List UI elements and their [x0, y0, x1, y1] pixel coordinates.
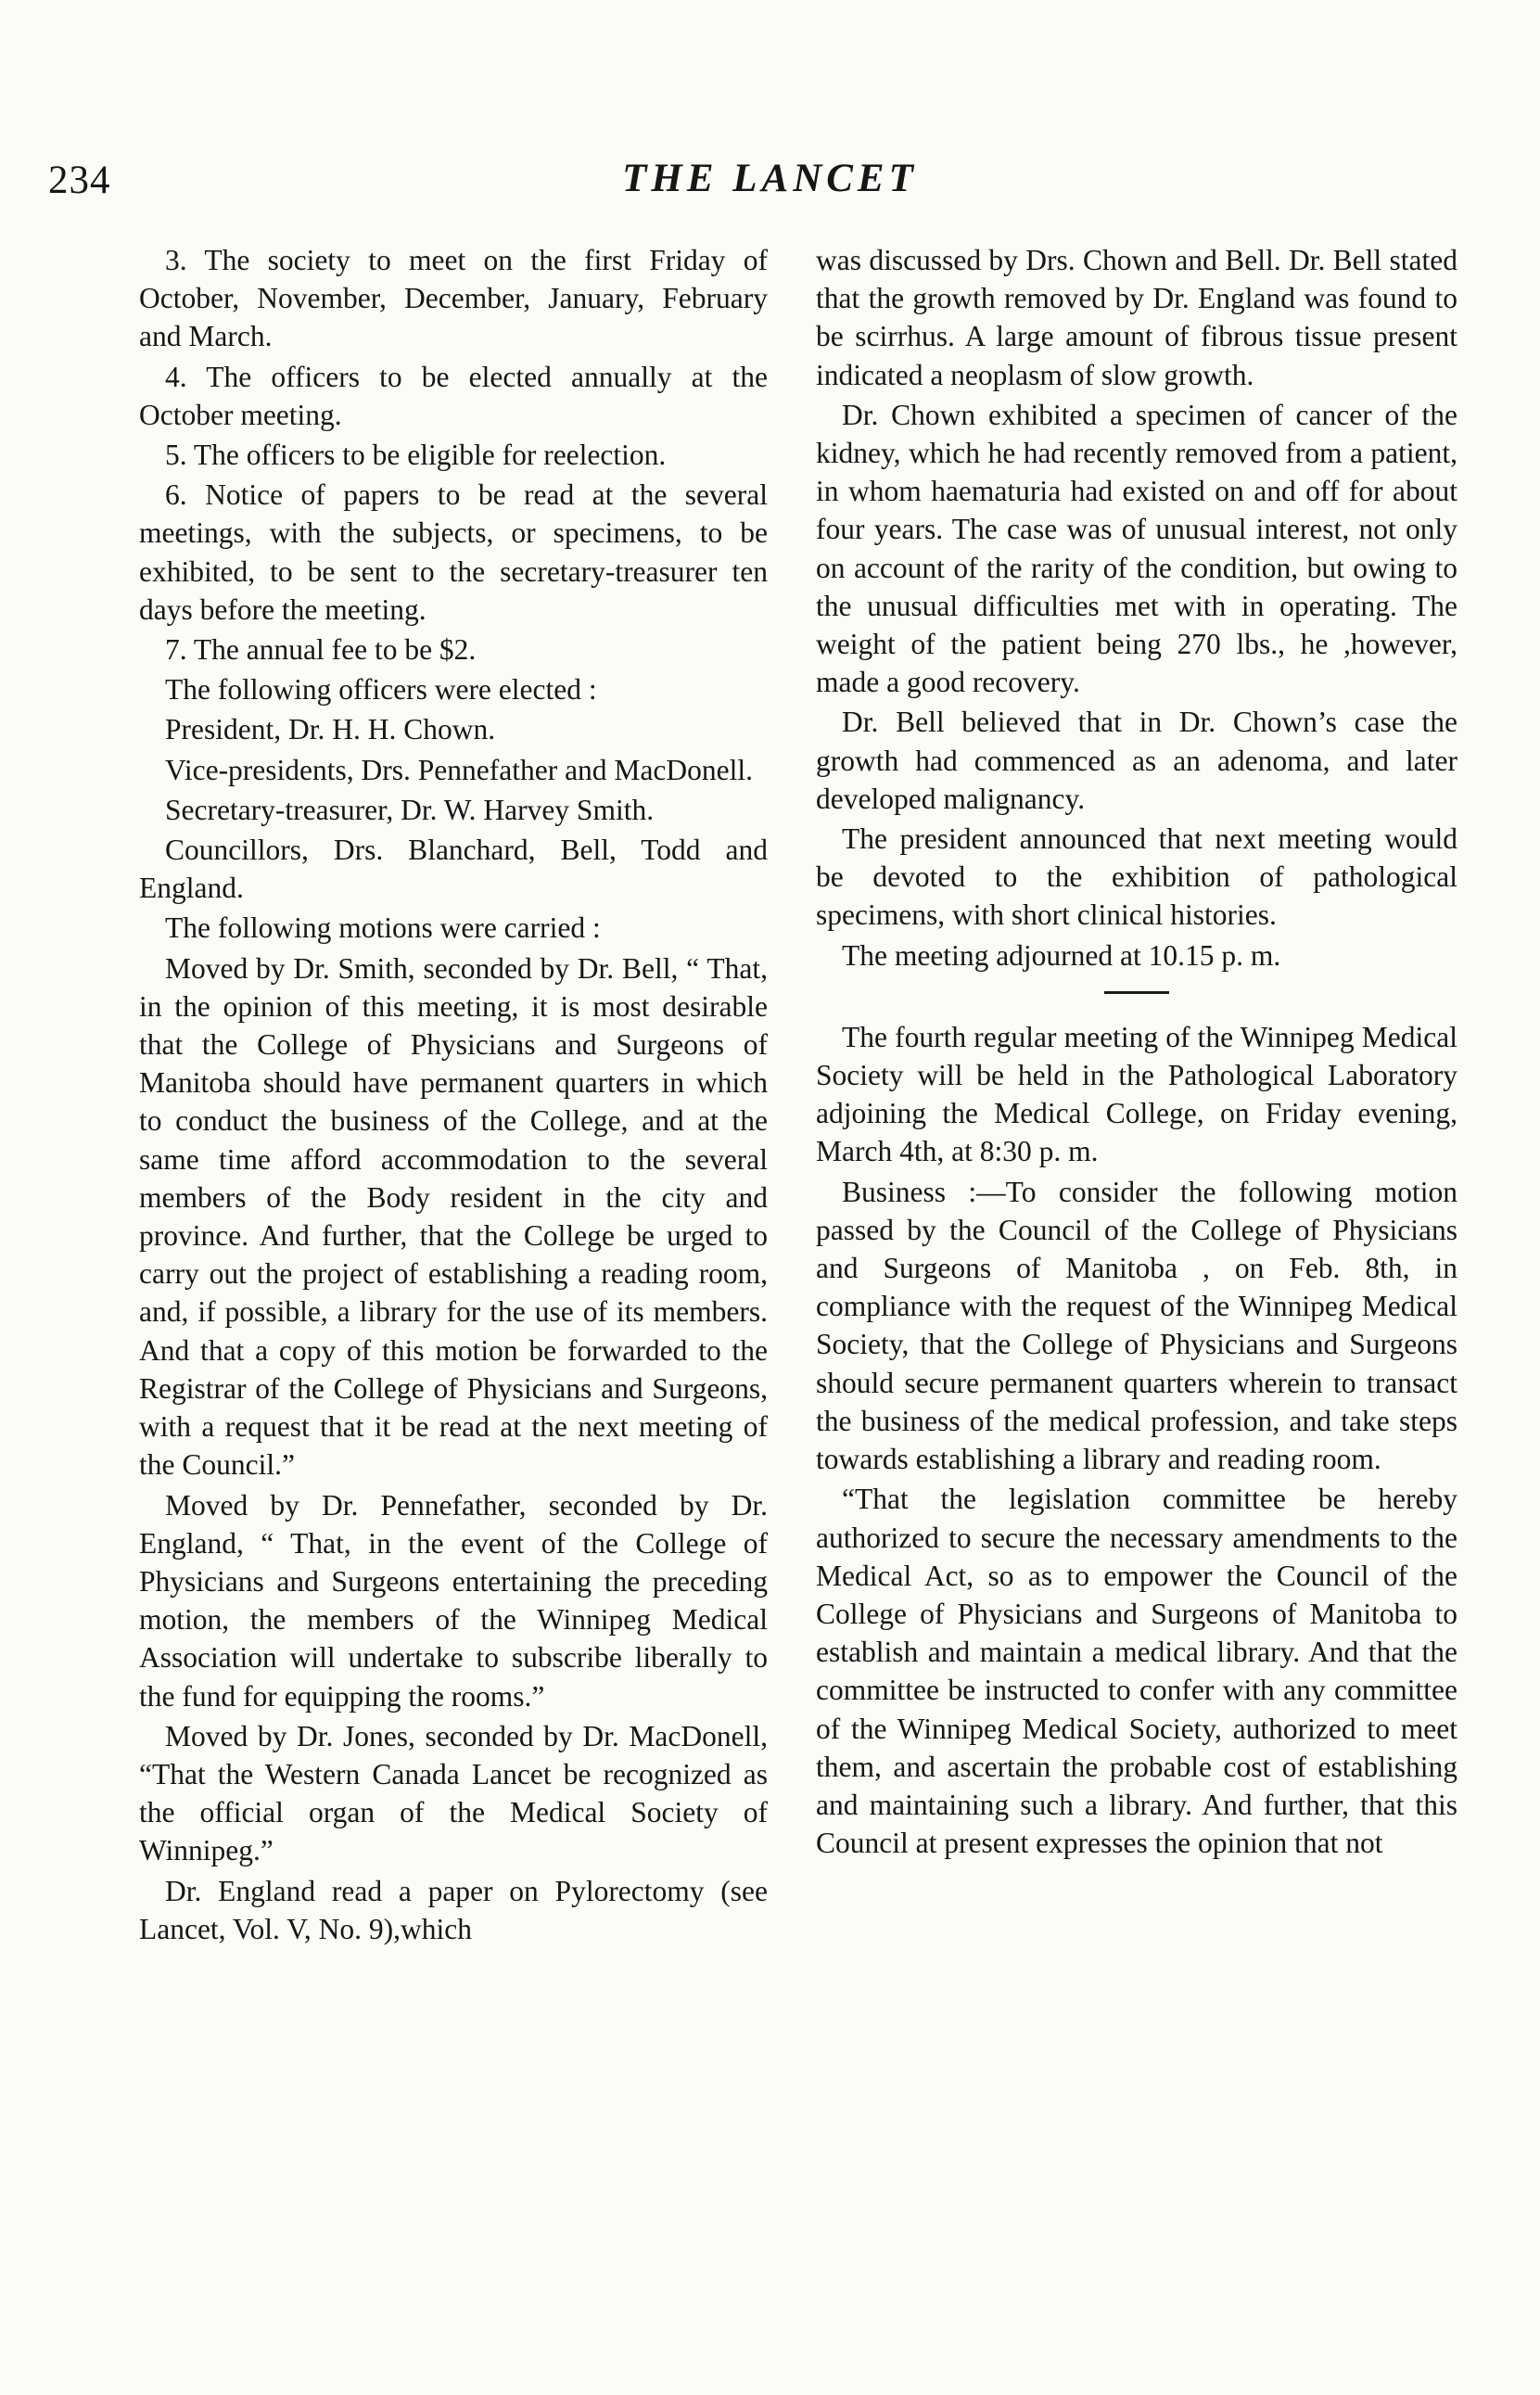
paragraph: 4. The officers to be elected annually at the October meeting. [139, 360, 768, 431]
paragraph: Moved by Dr. Smith, seconded by Dr. Bell, “ That, in the opinion of this meeting, it is most desirable that the College of Physicians and Surgeons of Manitoba should have permanent quarters in which to conduct the business of the College, and at the same time afford accommodation to the several members of the Body resident in the city and province. And further, that the College be urged to carry out the project of establishing a reading room, and, if possible, a library for the use of its members. And that a copy of this motion be forwarded to the Registrar of the College of Physicians and Surgeons, with a request that it be read at the next meeting of the Council.” [139, 951, 768, 1482]
paragraph: 6. Notice of papers to be read at the several meetings, with the subjects, or specimens, to be exhibited, to be sent to the secretary-treasurer ten days before the meeting. [139, 478, 768, 626]
paragraph: Moved by Dr. Jones, seconded by Dr. MacDonell, “That the Western Canada Lancet be recognized as the official organ of the Medical Society of Winnipeg.” [139, 1719, 768, 1867]
paragraph: Dr. Bell believed that in Dr. Chown’s case the growth had commenced as an adenoma, and later developed malignancy. [816, 706, 1457, 815]
paragraph: Moved by Dr. Pennefather, seconded by Dr. England, “ That, in the event of the College of Physicians and Surgeons entertaining the preceding motion, the members of the Winnipeg Medical Association will undertake to subscribe liberally to the fund for equipping the rooms.” [139, 1488, 768, 1713]
paragraph: The president announced that next meeting would be devoted to the exhibition of pathological specimens, with short clinical histories. [816, 822, 1457, 932]
paragraph: “That the legislation committee be hereby authorized to secure the necessary amendments to the Medical Act, so as to empower the Council of the College of Physicians and Surgeons of Manitoba to establish and maintain a medical library. And that the committee be instructed to confer with any committee of the Winnipeg Medical Society, authorized to meet them, and ascertain the probable cost of establishing and maintaining such a library. And further, that this Council at present expresses the opinion that not [816, 1483, 1457, 1860]
page-number: 234 [48, 159, 111, 202]
paragraph: The fourth regular meeting of the Winnipeg Medical Society will be held in the Pathological Laboratory adjoining the Medical College, on Friday evening, March 4th, at 8:30 p. m. [816, 1020, 1457, 1168]
section-divider [1104, 991, 1169, 994]
paragraph: was discussed by Drs. Chown and Bell. Dr. Bell stated that the growth removed by Dr. England was found to be scirrhus. A large amount of fibrous tissue present indicated a neoplasm of slow growth. [816, 244, 1457, 391]
paragraph: 5. The officers to be eligible for reelection. [165, 439, 667, 472]
journal-title: THE LANCET [622, 157, 918, 200]
paragraph: President, Dr. H. H. Chown. [165, 713, 496, 746]
paragraph: 3. The society to meet on the first Friday of October, November, December, January, February and March. [139, 244, 768, 353]
left-column [139, 241, 768, 1950]
paragraph: Dr. Chown exhibited a specimen of cancer of the kidney, which he had recently removed from a patient, in whom haematuria had existed on and off for about four years. The case was of unusual interest, not only on account of the rarity of the condition, but owing to the unusual difficulties met with in operating. The weight of the patient being 270 lbs., he ,however, made a good recovery. [816, 398, 1457, 699]
paragraph: The following officers were elected : [165, 673, 597, 707]
paragraph: Dr. England read a paper on Pylorectomy (see Lancet, Vol. V, No. 9),which [139, 1874, 768, 1945]
paragraph: Councillors, Drs. Blanchard, Bell, Todd and England. [139, 834, 768, 905]
paragraph: Vice-presidents, Drs. Pennefather and MacDonell. [165, 753, 754, 786]
paragraph: Business :—To consider the following motion passed by the Council of the College of Physicians and Surgeons of Manitoba , on Feb. 8th, in compliance with the request of the Winnipeg Medical Society, that the College of Physicians and Surgeons should secure permanent quarters wherein to transact the business of the medical profession, and take steps towards establishing a library and reading room. [816, 1175, 1457, 1476]
paragraph: 7. The annual fee to be $2. [165, 633, 477, 667]
paragraph: The following motions were carried : [165, 911, 601, 945]
right-column [816, 241, 1457, 1864]
paragraph: Secretary-treasurer, Dr. W. Harvey Smith. [165, 793, 655, 826]
paragraph: The meeting adjourned at 10.15 p. m. [842, 938, 1281, 972]
